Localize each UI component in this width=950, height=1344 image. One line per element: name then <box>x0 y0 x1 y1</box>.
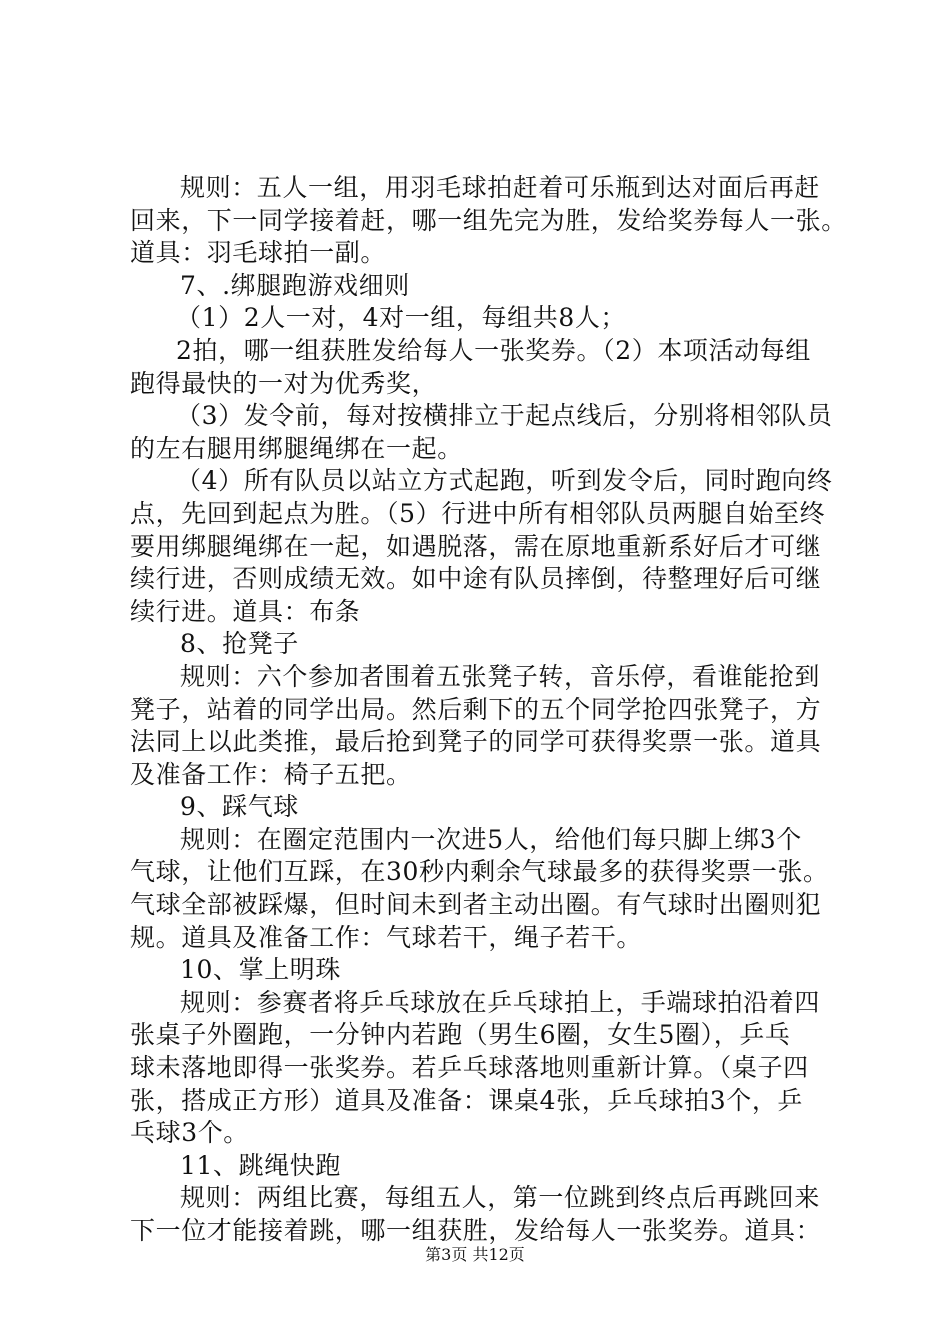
section-heading: 9、踩气球 <box>180 792 299 822</box>
body-line: 点，先回到起点为胜。（5）行进中所有相邻队员两腿自始至终 <box>130 498 826 528</box>
body-line: 气球全部被踩爆，但时间未到者主动出圈。有气球时出圈则犯 <box>130 890 822 920</box>
body-line: （4）所有队员以站立方式起跑，听到发令后，同时跑向终 <box>176 466 833 496</box>
body-line: 的左右腿用绑腿绳绑在一起。 <box>130 433 463 463</box>
body-line: 法同上以此类推，最后抢到凳子的同学可获得奖票一张。道具 <box>130 727 822 757</box>
section-heading: 7、.绑腿跑游戏细则 <box>180 270 410 300</box>
body-line: 规则：在圈定范围内一次进5人，给他们每只脚上绑3个 <box>180 824 802 854</box>
body-line: 规则：五人一组，用羽毛球拍赶着可乐瓶到达对面后再赶 <box>180 173 821 202</box>
body-line: 乓球3个。 <box>130 1118 249 1148</box>
body-line: （1）2人一对，4对一组，每组共8人； <box>176 303 627 333</box>
page-number-label: 第3页 共12页 <box>425 1245 525 1264</box>
body-line: （3）发令前，每对按横排立于起点线后，分别将相邻队员 <box>176 401 833 431</box>
body-line: 规则：两组比赛，每组五人，第一位跳到终点后再跳回来 <box>180 1183 821 1213</box>
body-line: 气球，让他们互踩，在30秒内剩余气球最多的获得奖票一张。 <box>130 857 829 887</box>
body-line: 规则：六个参加者围着五张凳子转，音乐停，看谁能抢到 <box>180 661 821 691</box>
section-heading: 11、跳绳快跑 <box>180 1150 342 1180</box>
body-line: 要用绑腿绳绑在一起，如遇脱落，需在原地重新系好后才可继 <box>130 531 822 561</box>
body-line: 跑得最快的一对为优秀奖， <box>130 368 438 398</box>
section-heading: 8、抢凳子 <box>180 629 299 659</box>
body-line: 规则：参赛者将乒乓球放在乒乓球拍上，手端球拍沿着四 <box>180 987 821 1017</box>
body-line: 续行进。道具：布条 <box>130 596 361 626</box>
section-heading: 10、掌上明珠 <box>180 955 342 985</box>
body-line: 张，搭成正方形）道具及准备：课桌4张，乒乓球拍3个，乒 <box>130 1085 804 1115</box>
page-footer <box>0 1245 950 1265</box>
body-line: 续行进，否则成绩无效。如中途有队员摔倒，待整理好后可继 <box>130 564 822 594</box>
body-line: 道具：羽毛球拍一副。 <box>130 238 387 268</box>
body-line: 规。道具及准备工作：气球若干，绳子若干。 <box>130 922 643 952</box>
body-line: 张桌子外圈跑，一分钟内若跑（男生6圈，女生5圈），乒乓 <box>130 1020 791 1050</box>
body-line: 球未落地即得一张奖券。若乒乓球落地则重新计算。（桌子四 <box>130 1053 809 1083</box>
document-body <box>130 172 850 1248</box>
body-line: 下一位才能接着跳，哪一组获胜，发给每人一张奖券。道具： <box>130 1216 822 1245</box>
body-line: 及准备工作：椅子五把。 <box>130 759 412 789</box>
body-line: 2拍，哪一组获胜发给每人一张奖券。（2）本项活动每组 <box>176 335 811 365</box>
body-line: 凳子，站着的同学出局。然后剩下的五个同学抢四张凳子，方 <box>130 694 822 724</box>
body-line: 回来，下一同学接着赶，哪一组先完为胜，发给奖券每人一张。 <box>130 205 847 235</box>
